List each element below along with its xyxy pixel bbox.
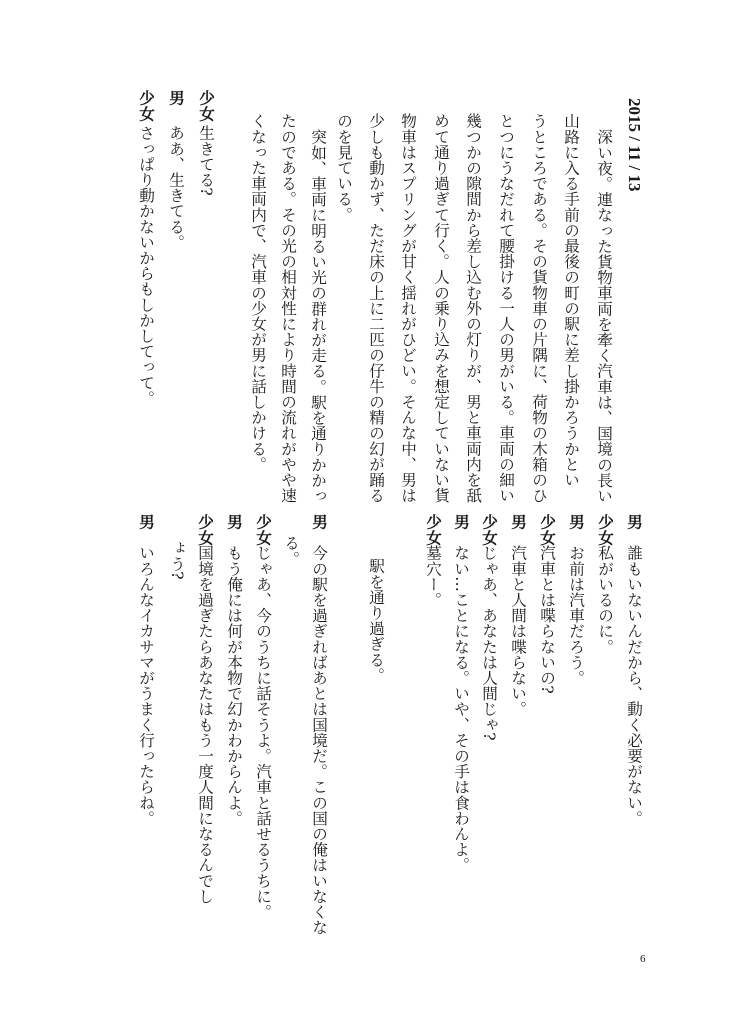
speaker-label: 男 <box>167 90 185 106</box>
dialogue-line: 誰もいないんだから、動く必要がない。 <box>625 545 643 826</box>
stage-direction: 駅を通り過ぎる。 <box>367 558 385 683</box>
speaker-label: 男 <box>567 514 585 530</box>
speaker-label: 男 <box>137 514 155 530</box>
dialogue-line: ああ、生きてる。 <box>167 125 185 250</box>
dialogue-line: 汽車と人間は喋らない。 <box>509 545 527 717</box>
dialogue-line: ない…ことになる。いや、その手は食わんよ。 <box>452 545 470 873</box>
dialogue-line: じゃあ、今のうちに話そうよ。汽車と話せるうちに。 <box>254 545 272 920</box>
dialogue-line: いろんなイカサマがうまく行ったらね。 <box>137 545 155 826</box>
narration-line: 少しも動かず、ただ床の上に二匹の仔牛の精の幻が踊る <box>367 113 385 503</box>
speaker-label: 少女 <box>480 514 498 546</box>
speaker-label: 男 <box>625 514 643 530</box>
entry-date: 2015 / 11 / 13 <box>625 98 644 192</box>
narration-line: めて通り過ぎて行く。人の乗り込みを想定していない貨 <box>432 113 450 503</box>
speaker-label: 少女 <box>196 514 214 546</box>
dialogue-line: 汽車とは喋らないの? <box>538 545 556 694</box>
dialogue-line: さっぱり動かないからもしかしてって。 <box>137 125 155 406</box>
dialogue-line: お前は汽車だろう。 <box>567 545 585 686</box>
narration-line: くなった車両内で、汽車の少女が男に話しかける。 <box>249 113 267 472</box>
dialogue-line: 墓穴ー。 <box>424 545 442 608</box>
speaker-label: 少女 <box>254 514 272 546</box>
speaker-label: 男 <box>452 514 470 530</box>
dialogue-line: 生きてる? <box>197 125 215 196</box>
narration-line: 幾つかの隙間から差し込む外の灯りが、男と車両内を舐 <box>464 113 482 503</box>
speaker-label: 男 <box>225 514 243 530</box>
dialogue-line: じゃあ、あなたは人間じゃ? <box>480 545 498 741</box>
page-number: 6 <box>640 953 646 965</box>
narration-line: 山路に入る手前の最後の町の駅に差し掛かろうかとい <box>562 113 580 488</box>
dialogue-continuation: ょう? <box>168 540 186 580</box>
speaker-label: 少女 <box>197 90 215 122</box>
dialogue-line: 国境を過ぎたらあなたはもう一度人間になるんでし <box>196 545 214 904</box>
narration-line: のを見ている。 <box>335 113 353 223</box>
narration-line: たのである。その光の相対性により時間の流れがやや速 <box>279 113 297 503</box>
narration-line: 突如、車両に明るい光の群れが走る。駅を通りかかっ <box>309 128 327 503</box>
speaker-label: 少女 <box>137 90 155 122</box>
speaker-label: 男 <box>509 514 527 530</box>
speaker-label: 少女 <box>424 514 442 546</box>
dialogue-line: 今の駅を過ぎればあとは国境だ。この国の俺はいなくな <box>310 545 328 935</box>
dialogue-line: 私がいるのに。 <box>596 545 614 655</box>
narration-line: 深い夜。連なった貨物車両を牽く汽車は、国境の長い <box>595 128 613 503</box>
narration-line: うところである。その貨物車の片隅に、荷物の木箱のひ <box>530 113 548 503</box>
narration-line: とつにうなだれて腰掛ける一人の男がいる。車両の細い <box>497 113 515 503</box>
speaker-label: 少女 <box>596 514 614 546</box>
narration-line: 物車はスプリングが甘く揺れがひどい。そんな中、男は <box>399 113 417 503</box>
dialogue-continuation: る。 <box>282 535 300 567</box>
speaker-label: 少女 <box>538 514 556 546</box>
speaker-label: 男 <box>310 514 328 530</box>
dialogue-line: もう俺には何が本物で幻かわからんよ。 <box>225 545 243 826</box>
